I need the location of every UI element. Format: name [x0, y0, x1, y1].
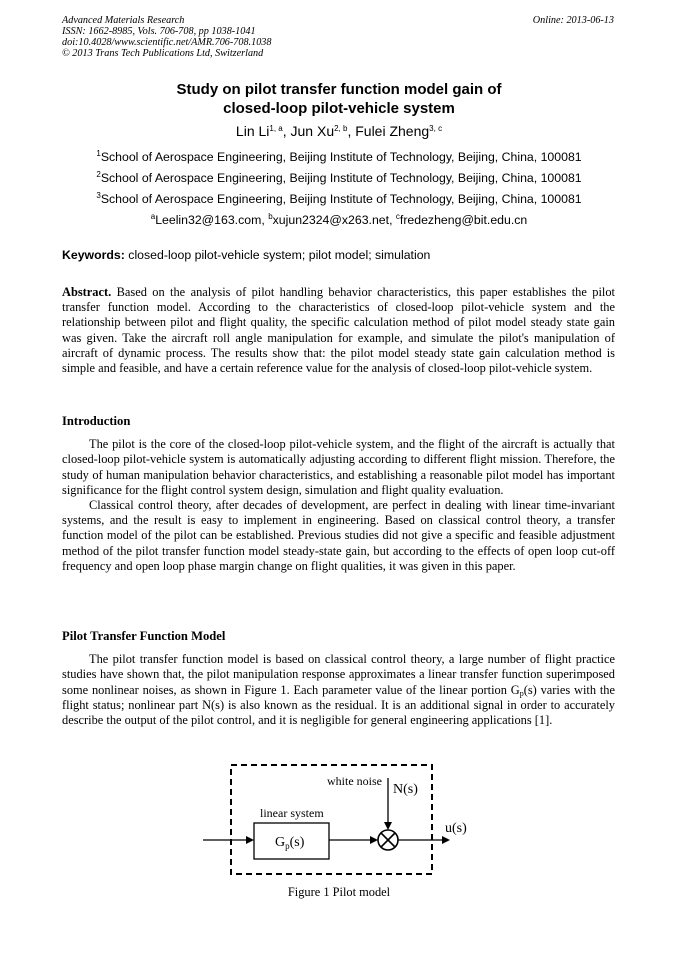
paragraph: The pilot is the core of the closed-loop pilot-vehicle system, and the flight of the aircraft is actually that closed-loop pilot-vehicle system is automatically adjusting according to different flight mission. Therefore, the study of human manipulation behavior characteristics, and establishing a reasonable pilot model has important significance for the flight control system design, simulation and flight quality evaluation.: [62, 437, 615, 497]
journal-name: Advanced Materials Research: [62, 15, 185, 26]
paragraph: [62, 652, 615, 728]
keywords-label: Keywords:: [62, 248, 125, 262]
affiliation: [0, 171, 678, 185]
noise-label: N(s): [393, 782, 418, 797]
paragraph: Classical control theory, after decades of development, are perfect in dealing with linear time-invariant systems, and the result is easy to implement in engineering. Based on classical control theory, a transfer function model of the pilot can be established. Previous studies did not give a specific and feasible adjustment method of the pilot transfer function model steady-state gain, but according to the effects of open loop cut-off frequency and open loop phase margin change on flight qualities, it was given in this paper.: [62, 498, 615, 573]
figure-pilot-model: [200, 758, 500, 883]
authors: Lin Li$^{1, a}$, Jun Xu$^{2, b}$, Fulei Zheng$^{3, c}$: [235, 123, 443, 139]
online-date: Online: 2013-06-13: [532, 15, 614, 26]
aff-text: School of Aerospace Engineering, Beijing Institute of Technology, Beijing, China, 100081: [100, 150, 582, 164]
abstract-label: Abstract.: [62, 285, 112, 299]
linear-system-label: linear system: [260, 806, 324, 820]
author-sup: 1, a: [269, 124, 283, 133]
author: Lin Li: [235, 123, 270, 139]
arrowhead: [246, 836, 254, 844]
gp-label: $G_p(s)$: [275, 835, 305, 851]
doi: doi:10.4028/www.scientific.net/AMR.706-708.1038: [62, 37, 272, 48]
issn: ISSN: 1662-8985, Vols. 706-708, pp 1038-1041: [62, 26, 256, 37]
output-label: u(s): [445, 821, 467, 836]
paper-title: [0, 80, 678, 118]
keywords-text: closed-loop pilot-vehicle system; pilot model; simulation: [128, 248, 431, 262]
aff-text: School of Aerospace Engineering, Beijing Institute of Technology, Beijing, China, 100081: [100, 171, 582, 185]
author-sup: 3, c: [429, 124, 443, 133]
subscript: p: [519, 688, 524, 698]
white-noise-label: white noise: [327, 774, 382, 788]
figure-caption: Figure 1 Pilot model: [287, 885, 391, 899]
text: The pilot transfer function model is based on classical control theory, a large number of flight practice studies have shown that, the pilot manipulation response approximates a linear transfer function superimposed some nonlinear noises, as shown in Figure 1. Each parameter value of the linear portion G: [62, 652, 615, 697]
arrowhead: [370, 836, 378, 844]
email: fredezheng@bit.edu.cn: [399, 213, 528, 227]
title-line-2: closed-loop pilot-vehicle system: [223, 100, 455, 117]
email-sup: a: [150, 212, 156, 221]
abstract: [62, 285, 615, 376]
aff-sup: 1: [96, 149, 101, 158]
introduction-section: [62, 414, 615, 574]
emails: $^a$Leelin32@163.com, $^b$xujun2324@x263.net, $^c$fredezheng@bit.edu.cn: [150, 212, 528, 227]
author: Jun Xu: [290, 123, 335, 139]
author-sup: 2, b: [334, 124, 348, 133]
aff-sup: 2: [96, 170, 101, 179]
keywords: [62, 248, 430, 262]
email: Leelin32@163.com: [155, 213, 262, 227]
pilot-transfer-section: [62, 629, 615, 728]
aff-text: School of Aerospace Engineering, Beijing Institute of Technology, Beijing, China, 100081: [100, 192, 582, 206]
affiliation: [0, 192, 678, 206]
abstract-text: Based on the analysis of pilot handling behavior characteristics, this paper establishes the pilot transfer function model. According to the characteristics of closed-loop pilot-vehicle system and the relationship between pilot and flight quality, the specific calculation method of pilot model steady state gain was given. Take the aircraft roll angle manipulation for example, and simulate the pilot's manipulation of aircraft of dynamic process. The results show that: the pilot model steady state gain calculation method is simple and feasible, and have a certain reference value for the analysis of closed-loop pilot-vehicle system.: [62, 285, 615, 376]
email-sup: b: [268, 212, 273, 221]
section-heading: Introduction: [62, 414, 131, 428]
author: Fulei Zheng: [355, 123, 430, 139]
text: (s) varies with the flight status; nonlinear part N(s) is also known as the residual. It is an additional signal in order to accurately describe the output of the pilot control, and it is negligible for general engineering applications [1].: [62, 682, 615, 728]
email: xujun2324@x263.net: [272, 213, 390, 227]
title-line-1: Study on pilot transfer function model gain of: [176, 81, 502, 98]
affiliation: [0, 150, 678, 164]
email-sup: c: [395, 212, 400, 221]
section-heading: Pilot Transfer Function Model: [62, 629, 226, 643]
journal-header: [62, 15, 271, 59]
aff-sup: 3: [96, 191, 101, 200]
copyright: © 2013 Trans Tech Publications Ltd, Switzerland: [62, 48, 264, 59]
